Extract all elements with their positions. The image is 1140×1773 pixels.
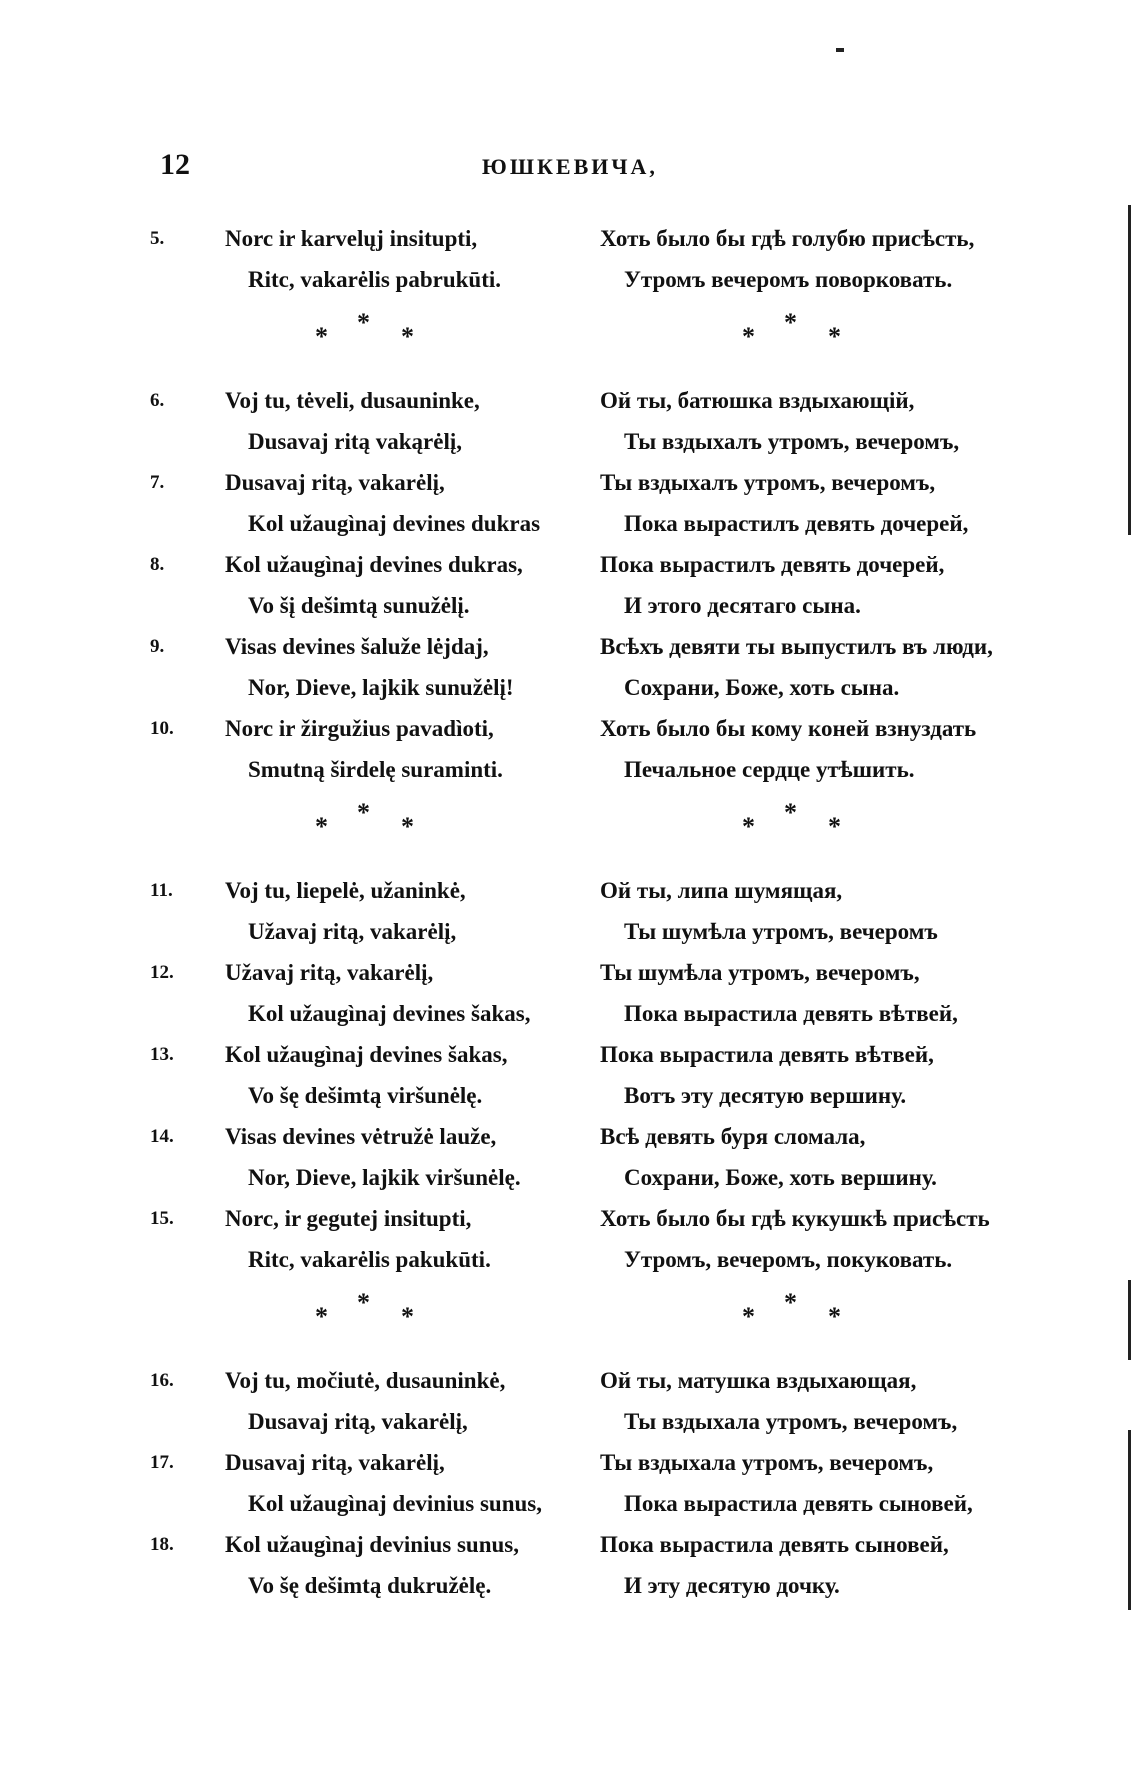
russian-translation: Утромъ, вечеромъ, покуковать. (624, 1247, 953, 1272)
lithuanian-verse: Kol užaugìnaj devines dukras, (225, 552, 523, 577)
lithuanian-verse: Kol užaugìnaj devines šakas, (225, 1042, 508, 1067)
asterism (732, 800, 852, 850)
lithuanian-verse: Voj tu, močiutė, dusauninkė, (225, 1368, 506, 1393)
verse-line (0, 503, 1140, 544)
asterism-star: * (401, 812, 414, 841)
verse-line (0, 626, 1140, 667)
asterism-star: * (315, 322, 328, 351)
asterism (732, 1290, 852, 1340)
verse-line (0, 421, 1140, 462)
stanza-number: 13. (150, 1044, 174, 1065)
lithuanian-verse: Visas devines šaluže lėjdaj, (225, 634, 489, 659)
lithuanian-verse: Norc ir žirgužius pavadìoti, (225, 716, 494, 741)
section-separator (0, 790, 1140, 870)
verse-line (0, 1442, 1140, 1483)
asterism-star: * (828, 812, 841, 841)
lithuanian-verse: Ritc, vakarėlis pabrukūti. (248, 267, 502, 292)
stanza-number: 14. (150, 1126, 174, 1147)
asterism-star: * (315, 812, 328, 841)
verse-line (0, 708, 1140, 749)
verse-line (0, 1483, 1140, 1524)
asterism-star: * (315, 1302, 328, 1331)
russian-translation: Утромъ вечеромъ поворковать. (624, 267, 953, 292)
stanza-number: 8. (150, 554, 165, 575)
lithuanian-verse: Kol užaugìnaj devines dukras (248, 511, 541, 536)
asterism-star: * (742, 812, 755, 841)
asterism (732, 310, 852, 360)
running-title: ЮШКЕВИЧА, (482, 154, 658, 179)
lithuanian-verse: Dusavaj ritą, vakarėlį, (248, 1409, 468, 1434)
russian-translation: И эту десятую дочку. (624, 1573, 840, 1598)
lithuanian-verse: Voj tu, liepelė, užaninkė, (225, 878, 466, 903)
asterism-star: * (784, 798, 797, 827)
russian-translation: Ты вздыхала утромъ, вечеромъ, (600, 1450, 934, 1475)
russian-translation: Ой ты, липа шумящая, (600, 878, 843, 903)
stanza-number: 5. (150, 228, 165, 249)
stanza-number: 12. (150, 962, 174, 983)
russian-translation: Ты вздыхала утромъ, вечеромъ, (624, 1409, 958, 1434)
verse-line (0, 749, 1140, 790)
asterism (305, 1290, 425, 1340)
russian-translation: Пока вырастила девять вѣтвей, (624, 1001, 958, 1026)
page-header (0, 148, 1140, 188)
verse-line (0, 1198, 1140, 1239)
russian-translation: Ты шумѣла утромъ, вечеромъ, (600, 960, 920, 985)
russian-translation: Ой ты, батюшка вздыхающій, (600, 388, 915, 413)
russian-translation: Пока вырастила девять вѣтвей, (600, 1042, 934, 1067)
russian-translation: Хоть было бы гдѣ голубю присѣсть, (600, 226, 975, 251)
verse-line (0, 1524, 1140, 1565)
verse-line (0, 1034, 1140, 1075)
lithuanian-verse: Smutną širdelę suraminti. (248, 757, 503, 782)
lithuanian-verse: Dusavaj ritą vakąrėlį, (248, 429, 463, 454)
lithuanian-verse: Dusavaj ritą, vakarėlį, (225, 1450, 445, 1475)
verse-line (0, 380, 1140, 421)
russian-translation: Пока вырастила девять сыновей, (624, 1491, 973, 1516)
asterism-star: * (828, 1302, 841, 1331)
russian-translation: Пока вырастилъ девять дочерей, (624, 511, 969, 536)
asterism-star: * (357, 308, 370, 337)
verse-line (0, 1565, 1140, 1606)
verse-line (0, 1239, 1140, 1280)
section-separator (0, 1280, 1140, 1360)
lithuanian-verse: Nor, Dieve, lajkik sunužėlį! (248, 675, 514, 700)
stanza-number: 9. (150, 636, 165, 657)
verse-line (0, 585, 1140, 626)
russian-translation: Ты вздыхалъ утромъ, вечеромъ, (624, 429, 960, 454)
russian-translation: Ты вздыхалъ утромъ, вечеромъ, (600, 470, 936, 495)
russian-translation: И этого десятаго сына. (624, 593, 861, 618)
verse-line (0, 218, 1140, 259)
verse-line (0, 993, 1140, 1034)
verse-line (0, 1157, 1140, 1198)
asterism-star: * (828, 322, 841, 351)
lithuanian-verse: Užavaj ritą, vakarėlį, (225, 960, 434, 985)
stanza-number: 18. (150, 1534, 174, 1555)
russian-translation: Хоть было бы гдѣ кукушкѣ присѣсть (600, 1206, 990, 1231)
page-number: 12 (160, 148, 190, 181)
lithuanian-verse: Kol užaugìnaj devinius sunus, (225, 1532, 520, 1557)
russian-translation: Ты шумѣла утромъ, вечеромъ (624, 919, 938, 944)
russian-translation: Пока вырастила девять сыновей, (600, 1532, 949, 1557)
stanza-number: 6. (150, 390, 165, 411)
lithuanian-verse: Voj tu, tėveli, dusauninke, (225, 388, 480, 413)
verse-line (0, 544, 1140, 585)
lithuanian-verse: Kol užaugìnaj devines šakas, (248, 1001, 531, 1026)
stanza-number: 11. (150, 880, 173, 901)
asterism-star: * (357, 1288, 370, 1317)
verse-line (0, 870, 1140, 911)
verse-line (0, 1401, 1140, 1442)
asterism-star: * (357, 798, 370, 827)
russian-translation: Всѣхъ девяти ты выпустилъ въ люди, (600, 634, 993, 659)
stanza-number: 17. (150, 1452, 174, 1473)
ink-mark (836, 48, 844, 52)
lithuanian-verse: Ritc, vakarėlis pakukūti. (248, 1247, 491, 1272)
lithuanian-verse: Dusavaj ritą, vakarėlį, (225, 470, 445, 495)
russian-translation: Хоть было бы кому коней взнуздать (600, 716, 977, 741)
stanza-number: 15. (150, 1208, 174, 1229)
lithuanian-verse: Vo šę dešimtą dukružėlę. (248, 1573, 492, 1598)
asterism (305, 800, 425, 850)
asterism-star: * (401, 322, 414, 351)
lithuanian-verse: Užavaj ritą, vakarėlį, (248, 919, 457, 944)
russian-translation: Ой ты, матушка вздыхающая, (600, 1368, 917, 1393)
verse-line (0, 667, 1140, 708)
stanza-number: 7. (150, 472, 165, 493)
verse-line (0, 462, 1140, 503)
asterism-star: * (742, 322, 755, 351)
russian-translation: Сохрани, Боже, хоть сына. (624, 675, 900, 700)
stanza-number: 10. (150, 718, 174, 739)
russian-translation: Печальное сердце утѣшить. (624, 757, 915, 782)
asterism-star: * (784, 308, 797, 337)
section-separator (0, 300, 1140, 380)
lithuanian-verse: Vo šį dešimtą sunužėlį. (248, 593, 470, 618)
asterism-star: * (784, 1288, 797, 1317)
asterism-star: * (742, 1302, 755, 1331)
verse-line (0, 911, 1140, 952)
lithuanian-verse: Vo šę dešimtą viršunėlę. (248, 1083, 483, 1108)
russian-translation: Пока вырастилъ девять дочерей, (600, 552, 945, 577)
lithuanian-verse: Norc ir karvelųj insitupti, (225, 226, 478, 251)
lithuanian-verse: Visas devines vėtružė lauže, (225, 1124, 497, 1149)
russian-translation: Вотъ эту десятую вершину. (624, 1083, 907, 1108)
lithuanian-verse: Norc, ir gegutej insitupti, (225, 1206, 472, 1231)
stanza-number: 16. (150, 1370, 174, 1391)
russian-translation: Сохрани, Боже, хоть вершину. (624, 1165, 937, 1190)
lithuanian-verse: Nor, Dieve, lajkik viršunėlę. (248, 1165, 521, 1190)
verse-line (0, 1360, 1140, 1401)
asterism-star: * (401, 1302, 414, 1331)
verse-line (0, 952, 1140, 993)
verse-line (0, 1116, 1140, 1157)
russian-translation: Всѣ девять буря сломала, (600, 1124, 866, 1149)
poem-body (0, 218, 1140, 1606)
verse-line (0, 1075, 1140, 1116)
verse-line (0, 259, 1140, 300)
asterism (305, 310, 425, 360)
lithuanian-verse: Kol užaugìnaj devinius sunus, (248, 1491, 543, 1516)
